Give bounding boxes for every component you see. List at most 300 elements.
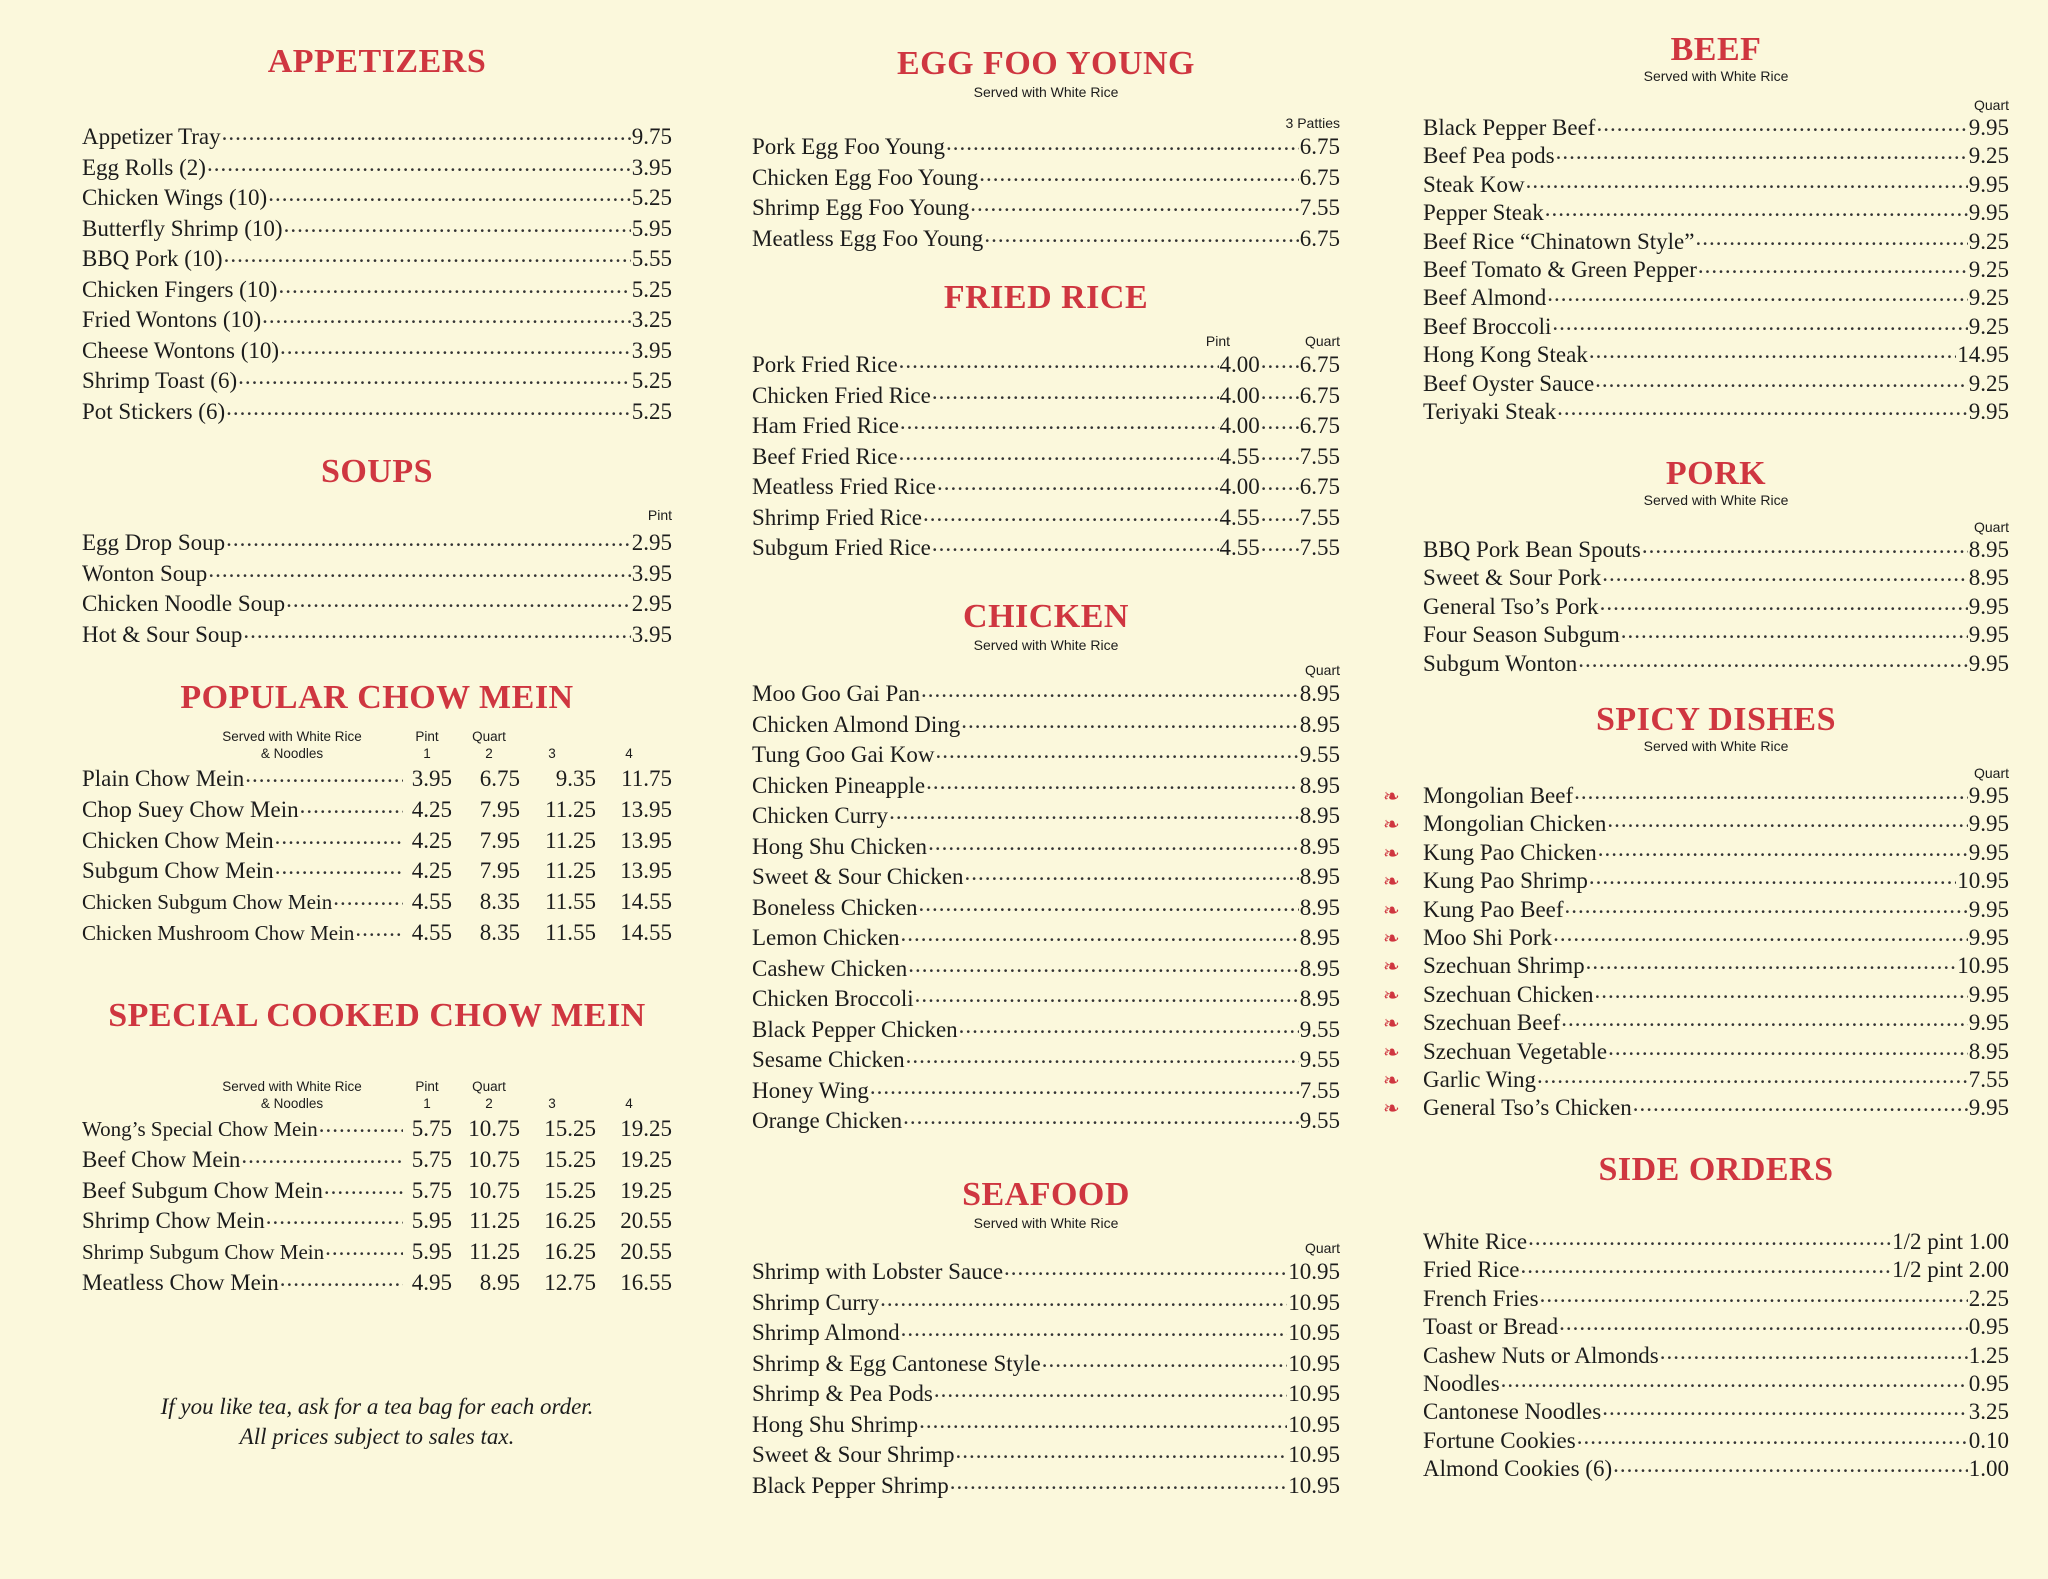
item-price-size-1: 5.75 bbox=[411, 1146, 452, 1172]
menu-item bbox=[752, 1015, 1340, 1046]
dot-leader bbox=[1607, 810, 1967, 833]
menu-item bbox=[1423, 313, 2009, 341]
dot-leader bbox=[1595, 981, 1968, 1004]
dot-leader bbox=[906, 1045, 1299, 1068]
item-price-size-3: 12.75 bbox=[544, 1269, 596, 1295]
item-name: Cantonese Noodles bbox=[1423, 1399, 1602, 1425]
dot-leader bbox=[1577, 1427, 1968, 1450]
menu-item bbox=[752, 1257, 1340, 1288]
item-price: 5.25 bbox=[631, 276, 672, 302]
dot-leader bbox=[1545, 199, 1968, 222]
item-name: Meatless Fried Rice bbox=[752, 474, 936, 499]
item-name: Lemon Chicken bbox=[752, 925, 900, 950]
dot-leader bbox=[319, 1114, 403, 1137]
item-price: 14.95 bbox=[1957, 342, 2009, 368]
item-name: Fortune Cookies bbox=[1423, 1427, 1576, 1453]
section-title: SPICY DISHES bbox=[1596, 701, 1836, 738]
item-name: Chicken Pineapple bbox=[752, 772, 926, 798]
dot-leader bbox=[1261, 503, 1299, 526]
item-name: Chicken Fried Rice bbox=[752, 382, 931, 408]
menu-item bbox=[1423, 536, 2009, 564]
dot-leader bbox=[1526, 171, 1968, 194]
item-name: Black Pepper Chicken bbox=[752, 1016, 958, 1042]
menu-item bbox=[752, 163, 1340, 194]
item-price: 9.25 bbox=[1968, 143, 2009, 169]
item-price: 3.25 bbox=[631, 307, 672, 332]
item-price: 9.25 bbox=[1968, 370, 2009, 396]
dot-leader bbox=[901, 1318, 1288, 1341]
dot-leader bbox=[300, 795, 403, 818]
menu-item bbox=[82, 589, 672, 620]
size-col-3: 3 bbox=[548, 746, 556, 761]
item-name: Steak Kow bbox=[1423, 171, 1525, 197]
item-price: 9.25 bbox=[1968, 313, 2009, 339]
dot-leader bbox=[275, 826, 403, 849]
size-col-3: 3 bbox=[548, 1096, 556, 1111]
menu-item bbox=[752, 893, 1340, 924]
menu-item bbox=[1423, 621, 2009, 649]
item-name: Teriyaki Steak bbox=[1423, 398, 1557, 424]
item-price-size-3: 16.25 bbox=[544, 1208, 596, 1234]
menu-item bbox=[1383, 952, 2009, 980]
item-price-quart: 6.75 bbox=[1299, 413, 1340, 438]
item-name: Chicken Noodle Soup bbox=[82, 591, 286, 616]
menu-item bbox=[1383, 896, 2009, 924]
dot-leader bbox=[928, 832, 1299, 855]
menu-item bbox=[1423, 1427, 2009, 1455]
dot-leader bbox=[1261, 350, 1299, 373]
menu-item bbox=[752, 954, 1340, 985]
menu-item bbox=[1383, 1094, 2009, 1122]
dot-leader bbox=[275, 856, 403, 879]
dot-leader bbox=[1547, 284, 1967, 307]
section-soups bbox=[82, 452, 672, 650]
item-price: 9.95 bbox=[1968, 1010, 2009, 1036]
item-price-size-3: 16.25 bbox=[544, 1239, 596, 1265]
dot-leader bbox=[956, 1440, 1288, 1463]
item-list bbox=[82, 764, 672, 949]
section-title: SIDE ORDERS bbox=[1598, 1151, 1834, 1188]
section-title: PORK bbox=[1665, 455, 1767, 492]
menu-item bbox=[1383, 839, 2009, 867]
chili-pepper-icon: ❧ bbox=[1383, 784, 1400, 808]
item-price: 3.95 bbox=[631, 154, 672, 180]
menu-item bbox=[1423, 142, 2009, 170]
section-special-chow-mein bbox=[82, 996, 672, 1299]
dot-leader bbox=[919, 1410, 1287, 1433]
served-note: Served with White Rice & Noodles bbox=[222, 729, 362, 761]
menu-item bbox=[82, 620, 672, 651]
item-price: 8.95 bbox=[1299, 864, 1340, 889]
item-price-pint: 4.00 bbox=[1219, 382, 1260, 408]
item-price-size-4: 14.55 bbox=[620, 889, 672, 915]
item-price-size-2: 8.95 bbox=[479, 1269, 520, 1295]
item-name: Shrimp Chow Mein bbox=[82, 1208, 265, 1234]
menu-item bbox=[1423, 1455, 2009, 1483]
size-col-4: 4 bbox=[625, 1096, 633, 1111]
menu-item bbox=[1423, 199, 2009, 227]
item-price: 5.25 bbox=[631, 398, 672, 424]
item-name: Butterfly Shrimp (10) bbox=[82, 215, 283, 241]
item-price-pint: 4.55 bbox=[1219, 504, 1260, 530]
size-label: Quart bbox=[1304, 1240, 1340, 1256]
item-price-size-2: 10.75 bbox=[468, 1116, 520, 1141]
dot-leader bbox=[1261, 472, 1299, 495]
item-price: 9.95 bbox=[1968, 783, 2009, 808]
item-price-size-3: 11.55 bbox=[545, 919, 596, 945]
item-price: 1/2 pint 1.00 bbox=[1892, 1229, 2009, 1254]
dot-leader bbox=[286, 589, 631, 612]
item-price-quart: 6.75 bbox=[1299, 352, 1340, 377]
item-name: Shrimp Fried Rice bbox=[752, 504, 922, 530]
item-price-size-2: 10.75 bbox=[468, 1177, 520, 1203]
item-name: Meatless Chow Mein bbox=[82, 1269, 279, 1295]
item-name: Wonton Soup bbox=[82, 560, 208, 586]
dot-leader bbox=[226, 397, 631, 420]
dot-leader bbox=[1042, 1349, 1287, 1372]
served-note: Served with White Rice bbox=[973, 637, 1119, 653]
menu-item bbox=[1423, 370, 2009, 398]
item-name: Black Pepper Shrimp bbox=[752, 1472, 949, 1498]
section-pork bbox=[1423, 456, 2009, 678]
item-name: Fried Wontons (10) bbox=[82, 307, 262, 332]
item-price-size-1: 5.75 bbox=[411, 1116, 452, 1141]
menu-item bbox=[1383, 810, 2009, 838]
dot-leader bbox=[1501, 1370, 1968, 1393]
dot-leader bbox=[1613, 1455, 1968, 1478]
dot-leader bbox=[1520, 1256, 1891, 1279]
chili-pepper-icon: ❧ bbox=[1383, 869, 1400, 894]
item-price: 2.95 bbox=[631, 530, 672, 555]
dot-leader bbox=[964, 862, 1298, 885]
item-price: 3.95 bbox=[631, 337, 672, 363]
item-name: Ham Fried Rice bbox=[752, 413, 899, 438]
item-price-size-1: 4.25 bbox=[411, 858, 452, 884]
item-name: Meatless Egg Foo Young bbox=[752, 225, 984, 251]
menu-item bbox=[752, 224, 1340, 255]
item-price-size-2: 7.95 bbox=[479, 827, 520, 853]
dot-leader bbox=[870, 1076, 1299, 1099]
item-price: 9.95 bbox=[1968, 200, 2009, 226]
dot-leader bbox=[1698, 256, 1968, 279]
dot-leader bbox=[1537, 1066, 1968, 1089]
size-header bbox=[752, 1239, 1340, 1257]
item-price-size-2: 7.95 bbox=[479, 796, 520, 822]
item-price: 2.95 bbox=[631, 591, 672, 616]
chili-pepper-icon: ❧ bbox=[1383, 954, 1400, 979]
size-header bbox=[752, 114, 1340, 132]
item-name: Beef Pea pods bbox=[1423, 143, 1555, 169]
item-price: 9.95 bbox=[1968, 896, 2009, 922]
item-price-size-3: 15.25 bbox=[544, 1146, 596, 1172]
item-price: 2.25 bbox=[1968, 1285, 2009, 1311]
dot-leader bbox=[1557, 398, 1968, 421]
menu-item bbox=[752, 1106, 1340, 1137]
item-price-size-4: 13.95 bbox=[620, 858, 672, 884]
chili-pepper-icon: ❧ bbox=[1383, 925, 1400, 950]
item-price: 9.95 bbox=[1968, 593, 2009, 619]
menu-item bbox=[1423, 114, 2009, 142]
item-price: 9.55 bbox=[1299, 1108, 1340, 1133]
dot-leader bbox=[284, 214, 631, 237]
item-name: Chicken Fingers (10) bbox=[82, 276, 278, 302]
dot-leader bbox=[901, 923, 1299, 946]
dot-leader bbox=[1261, 442, 1299, 465]
section-fried-rice bbox=[752, 278, 1340, 564]
dot-leader bbox=[936, 740, 1299, 763]
dot-leader bbox=[903, 1106, 1299, 1129]
item-name: Egg Rolls (2) bbox=[82, 154, 206, 180]
item-price-quart: 6.75 bbox=[1299, 382, 1340, 408]
item-name: Kung Pao Chicken bbox=[1423, 839, 1597, 865]
dot-leader bbox=[961, 710, 1298, 733]
served-note: Served with White Rice bbox=[973, 84, 1119, 100]
item-price: 9.95 bbox=[1968, 622, 2009, 648]
menu-item bbox=[1423, 1398, 2009, 1426]
item-name: Chicken Almond Ding bbox=[752, 711, 961, 737]
item-price: 9.25 bbox=[1968, 256, 2009, 282]
item-price: 7.55 bbox=[1299, 1077, 1340, 1103]
menu-item bbox=[752, 1318, 1340, 1349]
section-egg-foo-young bbox=[752, 44, 1340, 254]
item-price-quart: 7.55 bbox=[1299, 443, 1340, 469]
item-name: General Tso’s Chicken bbox=[1423, 1095, 1632, 1121]
item-price-size-1: 5.75 bbox=[411, 1177, 452, 1203]
item-name: Noodles bbox=[1423, 1370, 1500, 1396]
dot-leader bbox=[923, 503, 1219, 526]
dot-leader bbox=[1586, 952, 1957, 975]
menu-item bbox=[752, 771, 1340, 802]
item-name: Plain Chow Mein bbox=[82, 766, 245, 791]
menu-item bbox=[752, 381, 1340, 412]
chili-pepper-icon: ❧ bbox=[1383, 1011, 1400, 1036]
dot-leader bbox=[918, 893, 1298, 916]
menu-item bbox=[752, 1349, 1340, 1380]
item-price-size-2: 7.95 bbox=[479, 858, 520, 884]
item-price: 8.95 bbox=[1968, 565, 2009, 591]
item-name: Sweet & Sour Shrimp bbox=[752, 1442, 955, 1467]
menu-item bbox=[82, 856, 672, 887]
size-header bbox=[1423, 518, 2009, 536]
item-price-size-3: 15.25 bbox=[544, 1116, 596, 1141]
chili-pepper-icon: ❧ bbox=[1383, 812, 1400, 837]
item-price-size-4: 11.75 bbox=[621, 766, 672, 791]
item-price-pint: 4.55 bbox=[1219, 535, 1260, 560]
menu-item bbox=[82, 918, 672, 949]
item-price-size-1: 5.95 bbox=[411, 1208, 452, 1234]
item-price-size-4: 14.55 bbox=[620, 919, 672, 945]
dot-leader bbox=[1608, 1038, 1968, 1061]
item-name: Chicken Mushroom Chow Mein bbox=[82, 920, 355, 945]
item-price: 9.75 bbox=[631, 124, 672, 149]
item-name: Kung Pao Beef bbox=[1423, 896, 1564, 922]
item-price: 3.95 bbox=[631, 621, 672, 647]
section-title: APPETIZERS bbox=[267, 43, 487, 80]
menu-item bbox=[82, 795, 672, 826]
item-price: 9.55 bbox=[1299, 1016, 1340, 1042]
item-name: Subgum Chow Mein bbox=[82, 858, 274, 884]
dot-leader bbox=[926, 771, 1299, 794]
dot-leader bbox=[207, 153, 631, 176]
item-name: Black Pepper Beef bbox=[1423, 115, 1596, 140]
item-price-size-1: 4.25 bbox=[411, 796, 452, 822]
item-name: Orange Chicken bbox=[752, 1108, 903, 1133]
menu-item bbox=[752, 350, 1340, 381]
size-header bbox=[1423, 764, 2009, 782]
item-name: Honey Wing bbox=[752, 1077, 869, 1103]
item-name: Kung Pao Shrimp bbox=[1423, 868, 1588, 894]
section-title: EGG FOO YOUNG bbox=[896, 45, 1196, 82]
item-name: Beef Almond bbox=[1423, 285, 1547, 311]
dot-leader bbox=[1602, 1398, 1968, 1421]
dot-leader bbox=[950, 1471, 1288, 1494]
item-name: Shrimp & Pea Pods bbox=[752, 1381, 933, 1406]
menu-item bbox=[1383, 867, 2009, 895]
menu-item bbox=[1383, 1009, 2009, 1037]
menu-item bbox=[82, 528, 672, 559]
menu-item bbox=[1423, 564, 2009, 592]
item-price: 8.95 bbox=[1299, 772, 1340, 798]
dot-leader bbox=[226, 528, 631, 551]
size-header bbox=[752, 332, 1340, 350]
item-name: Four Season Subgum bbox=[1423, 622, 1620, 648]
menu-item bbox=[752, 1288, 1340, 1319]
dot-leader bbox=[1621, 621, 1968, 644]
menu-item bbox=[752, 1076, 1340, 1107]
item-name: Wong’s Special Chow Mein bbox=[82, 1117, 318, 1141]
menu-item bbox=[82, 1206, 672, 1237]
menu-item bbox=[82, 336, 672, 367]
item-price-size-3: 15.25 bbox=[544, 1177, 596, 1203]
item-price-size-3: 11.55 bbox=[545, 889, 596, 915]
item-name: Chicken Broccoli bbox=[752, 986, 914, 1011]
item-name: Pot Stickers (6) bbox=[82, 398, 226, 424]
item-price-size-2: 11.25 bbox=[469, 1208, 520, 1234]
item-price: 3.25 bbox=[1968, 1399, 2009, 1425]
menu-item bbox=[82, 887, 672, 918]
menu-item bbox=[1423, 284, 2009, 312]
dot-leader bbox=[278, 275, 630, 298]
item-price-size-4: 13.95 bbox=[620, 796, 672, 822]
item-price: 8.95 bbox=[1968, 537, 2009, 562]
item-price-size-1: 4.95 bbox=[411, 1269, 452, 1295]
size-col-1: Pint 1 bbox=[415, 729, 439, 761]
section-title: SPECIAL COOKED CHOW MEIN bbox=[108, 997, 646, 1034]
dot-leader bbox=[1261, 381, 1299, 404]
item-price: 10.95 bbox=[1288, 1442, 1340, 1467]
menu-item bbox=[82, 1145, 672, 1176]
item-price: 9.25 bbox=[1968, 228, 2009, 254]
item-name: Beef Subgum Chow Mein bbox=[82, 1177, 323, 1203]
item-price-size-4: 16.55 bbox=[620, 1269, 672, 1295]
menu-item bbox=[82, 826, 672, 857]
menu-item bbox=[82, 366, 672, 397]
menu-item bbox=[752, 923, 1340, 954]
item-list bbox=[752, 1257, 1340, 1501]
item-price: 9.95 bbox=[1968, 650, 2009, 676]
item-price: 0.95 bbox=[1968, 1370, 2009, 1396]
dot-leader bbox=[946, 132, 1299, 155]
dot-leader bbox=[889, 801, 1299, 824]
section-title: BEEF bbox=[1670, 31, 1762, 68]
section-appetizers bbox=[82, 42, 672, 427]
menu-item bbox=[1383, 924, 2009, 952]
menu-item bbox=[752, 679, 1340, 710]
item-price: 1.25 bbox=[1968, 1342, 2009, 1368]
dot-leader bbox=[1565, 896, 1968, 919]
menu-item bbox=[1423, 398, 2009, 426]
item-price: 6.75 bbox=[1299, 134, 1340, 159]
section-title: SEAFOOD bbox=[962, 1176, 1130, 1213]
item-name: Shrimp Toast (6) bbox=[82, 368, 238, 393]
served-note: Served with White Rice & Noodles bbox=[222, 1079, 362, 1111]
dot-leader bbox=[959, 1015, 1299, 1038]
dot-leader bbox=[262, 305, 631, 328]
item-price: 10.95 bbox=[1288, 1320, 1340, 1345]
item-name: Szechuan Vegetable bbox=[1423, 1038, 1608, 1064]
item-price: 8.95 bbox=[1299, 894, 1340, 920]
item-name: Beef Broccoli bbox=[1423, 313, 1552, 339]
menu-item bbox=[82, 1114, 672, 1145]
item-price: 1.00 bbox=[1968, 1456, 2009, 1482]
item-price: 10.95 bbox=[1288, 1472, 1340, 1498]
dot-leader bbox=[1589, 867, 1956, 890]
item-name: Moo Shi Pork bbox=[1423, 924, 1553, 950]
item-price-size-1: 4.55 bbox=[411, 889, 452, 915]
item-price-size-2: 11.25 bbox=[469, 1239, 520, 1265]
size-col-1: Pint 1 bbox=[415, 1079, 439, 1111]
dot-leader bbox=[1602, 564, 1968, 587]
item-list bbox=[1383, 782, 2009, 1123]
dot-leader bbox=[1528, 1228, 1891, 1251]
item-price-size-4: 19.25 bbox=[620, 1146, 672, 1172]
item-price-size-3: 11.25 bbox=[545, 827, 596, 853]
item-price: 6.75 bbox=[1299, 164, 1340, 190]
item-price: 8.95 bbox=[1299, 986, 1340, 1011]
chili-pepper-icon: ❧ bbox=[1383, 982, 1400, 1007]
item-price-size-4: 19.25 bbox=[620, 1177, 672, 1203]
item-name: Shrimp with Lobster Sauce bbox=[752, 1259, 1004, 1284]
dot-leader bbox=[280, 336, 631, 359]
item-price-size-4: 13.95 bbox=[620, 827, 672, 853]
item-name: Egg Drop Soup bbox=[82, 530, 226, 555]
dot-leader bbox=[1261, 411, 1299, 434]
item-name: Mongolian Chicken bbox=[1423, 811, 1607, 837]
dot-leader bbox=[1595, 370, 1968, 393]
dot-leader bbox=[880, 1288, 1287, 1311]
note-line-2: All prices subject to sales tax. bbox=[239, 1424, 515, 1449]
item-name: Szechuan Beef bbox=[1423, 1010, 1561, 1036]
item-price: 10.95 bbox=[1288, 1350, 1340, 1376]
dot-leader bbox=[1553, 924, 1968, 947]
menu-item bbox=[1423, 1370, 2009, 1398]
item-price: 9.55 bbox=[1299, 742, 1340, 767]
menu-item bbox=[752, 1440, 1340, 1471]
menu-item bbox=[752, 710, 1340, 741]
footer-note bbox=[82, 1392, 672, 1452]
item-price-size-4: 20.55 bbox=[620, 1239, 672, 1265]
menu-item bbox=[82, 244, 672, 275]
item-price: 9.55 bbox=[1299, 1047, 1340, 1072]
item-name: Sweet & Sour Chicken bbox=[752, 864, 964, 889]
item-price: 10.95 bbox=[1957, 953, 2009, 979]
item-list bbox=[752, 350, 1340, 564]
item-name: Cheese Wontons (10) bbox=[82, 337, 280, 363]
section-title: SOUPS bbox=[320, 453, 434, 490]
item-price-size-4: 20.55 bbox=[620, 1208, 672, 1234]
item-name: Hong Kong Steak bbox=[1423, 342, 1588, 368]
item-price-pint: 4.00 bbox=[1219, 352, 1260, 377]
